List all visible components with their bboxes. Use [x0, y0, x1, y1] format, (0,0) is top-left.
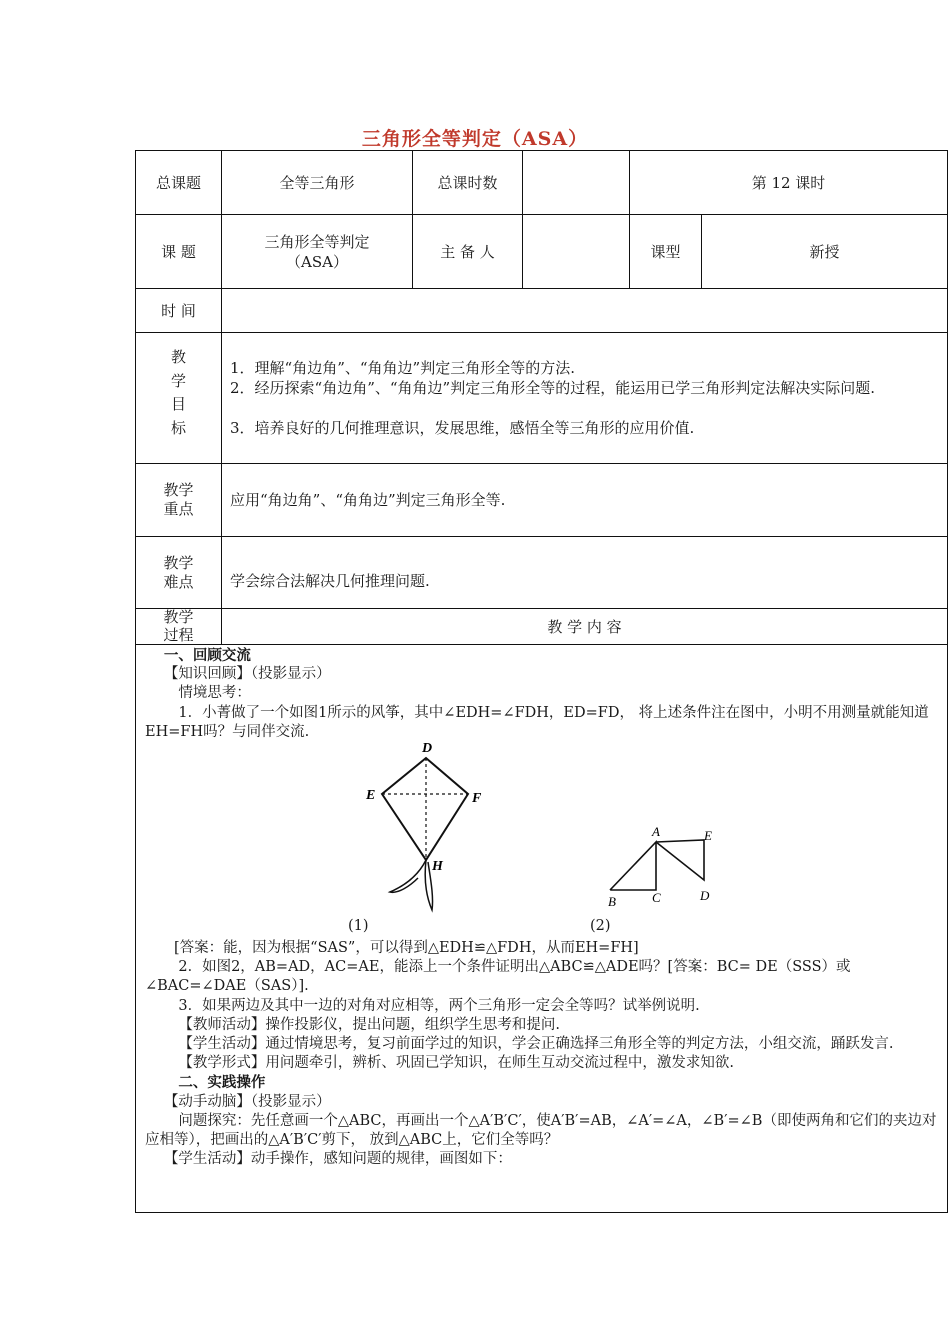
objective-item: 3．培养良好的几何推理意识，发展思维，感悟全等三角形的应用价值.: [230, 419, 695, 437]
cell-lesson-type-label: 课型: [650, 242, 681, 261]
cell-preparer: [523, 215, 629, 288]
label-a: A: [652, 824, 660, 839]
difficulty-label-line: 难点: [163, 573, 194, 591]
student-drawing: 【学生活动】动手操作，感知问题的规律，画图如下：: [163, 1151, 512, 1168]
teaching-form: 【教学形式】用问题牵引，辨析、巩固已学知识，在师生互动交流过程中，激发求知欲.: [178, 1055, 734, 1072]
process-label: [136, 608, 221, 644]
document-title: 三角形全等判定（ASA）: [361, 128, 589, 150]
kite-tail: [390, 860, 426, 892]
cell-time: [222, 289, 947, 332]
difficulty-text: 学会综合法解决几何推理问题.: [230, 572, 430, 590]
lesson-content: [145, 646, 941, 1169]
problem-exploration: 问题探究：先任意画一个△ABC，再画出一个△A′B′C′，使A′B′=AB，∠A′=∠A，∠B′=∠B（即使两角和它们的夹边对应相等），把画出的△A′B′C′剪下， 放到△ABC上，它们全等吗？: [145, 1112, 937, 1149]
table-line: [135, 536, 948, 537]
triangle-abc: [610, 842, 656, 890]
cell-total-topic: 全等三角形: [279, 173, 355, 192]
objectives-label-char: 目: [170, 395, 186, 413]
cell-time-label: 时 间: [161, 301, 196, 320]
key-point-label-line: 重点: [163, 500, 194, 518]
table-line: [135, 332, 948, 333]
label-d: D: [700, 888, 710, 903]
student-activity: 【学生活动】通过情境思考，复习前面学过的知识，学会正确选择三角形全等的判定方法，小组交流，踊跃发言.: [178, 1036, 894, 1053]
question-1: 1．小菁做了一个如图1所示的风筝，其中∠EDH=∠FDH，ED=FD， 将上述条件注在图中，小明不用测量就能知道EH=FH吗？与同伴交流.: [145, 704, 929, 740]
process-label-line: 教学: [163, 608, 194, 626]
figure-spacer: [145, 742, 941, 939]
cell-lesson-number: 第 12 课时: [751, 173, 826, 192]
process-heading: 教 学 内 容: [547, 617, 622, 636]
key-point-text: 应用“角边角”、“角角边”判定三角形全等.: [230, 491, 506, 509]
label-c: C: [652, 890, 661, 905]
label-e: E: [704, 828, 712, 843]
cell-total-hours: [523, 151, 629, 214]
objectives-label-char: 学: [170, 371, 186, 390]
question-2: 2．如图2，AB=AD，AC=AE，能添上一个条件证明出△ABC≌△ADE吗？[答案：BC= DE（SSS）或∠BAC=∠DAE（SAS）].: [145, 959, 851, 995]
cell-total-hours-label: 总课时数: [437, 173, 498, 192]
triangles-figure: [600, 818, 730, 913]
label-h: H: [432, 859, 443, 874]
table-line: [135, 644, 948, 645]
label-f: F: [472, 791, 482, 806]
cell-preparer-label: 主 备 人: [440, 242, 495, 261]
table-line: [135, 463, 948, 464]
label-d: D: [422, 741, 433, 756]
objectives-label-char: 教: [170, 348, 186, 366]
triangle-ade: [656, 840, 704, 880]
process-label-line: 过程: [163, 626, 194, 644]
kite-figure: [360, 736, 490, 916]
table-line: [135, 1212, 948, 1213]
cell-lesson-type: 新授: [809, 242, 840, 261]
label-b: B: [608, 894, 616, 909]
objective-item: 1．理解“角边角”、“角角边”判定三角形全等的方法.: [230, 359, 575, 377]
cell-topic-label: 课 题: [161, 242, 196, 261]
figure-2-caption: (2): [590, 918, 611, 934]
key-point-label: [136, 481, 221, 519]
kite-outline: [382, 758, 468, 860]
teacher-activity: 【教师活动】操作投影仪，提出问题，组织学生思考和提问.: [178, 1016, 560, 1033]
figure-1-caption: (1): [348, 918, 369, 934]
cell-topic: 三角形全等判定（ASA）: [264, 232, 370, 271]
knowledge-review: 【知识回顾】（投影显示）: [163, 666, 331, 683]
table-line: [221, 150, 222, 645]
situation-thinking: 情境思考：: [178, 685, 251, 702]
key-point-label-line: 教学: [163, 481, 194, 499]
label-e: E: [366, 788, 376, 803]
difficulty-label: [136, 554, 221, 592]
objectives-label-char: 标: [170, 418, 186, 437]
section-2-title: 二、实践操作: [178, 1074, 266, 1092]
answer-1: [答案：能，因为根据“SAS”，可以得到△EDH≌△FDH，从而EH=FH]: [174, 940, 639, 957]
objectives-label: [136, 346, 221, 440]
difficulty-label-line: 教学: [163, 554, 194, 572]
table-line: [947, 150, 948, 1213]
objective-item: 2．经历探索“角边角”、“角角边”判定三角形全等的过程，能运用已学三角形判定法解决实际问题.: [230, 379, 875, 397]
section-1-title: 一、回顾交流: [163, 647, 251, 664]
question-3: 3．如果两边及其中一边的对角对应相等，两个三角形一定会全等吗？试举例说明.: [178, 997, 700, 1014]
cell-total-topic-label: 总课题: [155, 173, 201, 192]
hands-on: 【动手动脑】（投影显示）: [163, 1093, 331, 1110]
